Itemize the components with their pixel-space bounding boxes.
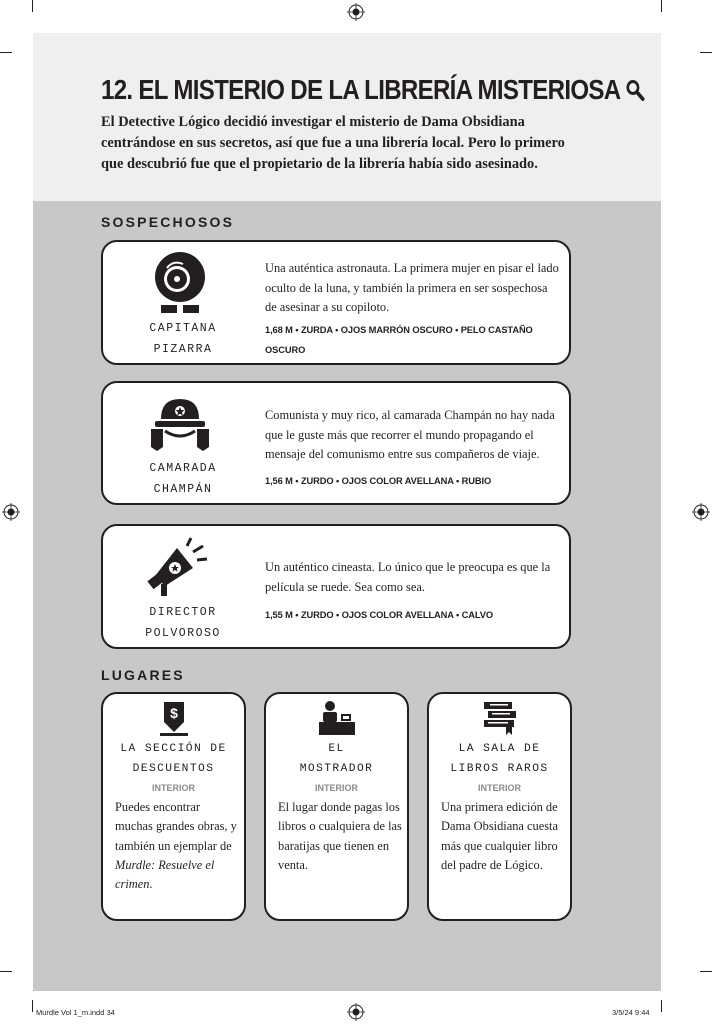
suspect-traits: 1,56 M • ZURDO • OJOS COLOR AVELLANA • RUBIO: [265, 476, 492, 486]
place-description: El lugar donde pagas los libros o cualquiera de las baratijas que tienen en venta.: [278, 800, 402, 872]
crop-mark: [0, 52, 12, 53]
ushanka-hat-icon: [147, 391, 213, 457]
crop-mark: [661, 1000, 662, 1012]
crop-mark: [0, 971, 12, 972]
place-card: [264, 692, 409, 921]
crop-mark: [32, 0, 33, 12]
crop-mark: [700, 971, 712, 972]
megaphone-icon: [147, 534, 213, 600]
book-stack-icon: [482, 700, 518, 736]
suspect-description: Un auténtico cineasta. Lo único que le preocupa es que la película se ruede. Sea como sea.: [265, 560, 551, 594]
suspect-name: CAMARADA CHAMPÁN: [149, 462, 217, 496]
suspect-card: [101, 240, 571, 365]
place-type: INTERIOR: [477, 783, 521, 793]
place-name: LA SECCIÓN DE DESCUENTOS: [120, 743, 227, 775]
suspect-traits: 1,55 M • ZURDO • OJOS COLOR AVELLANA • CALVO: [265, 610, 493, 620]
suspect-traits: 1,68 M • ZURDA • OJOS MARRÓN OSCURO • PELO CASTAÑO OSCURO: [265, 325, 533, 355]
footer-file-info: Murdle Vol 1_m.indd 34: [36, 1008, 115, 1017]
page-title: [101, 74, 645, 106]
crop-mark: [32, 1000, 33, 1012]
place-name: LA SALA DE LIBROS RAROS: [450, 743, 549, 775]
place-type: INTERIOR: [151, 783, 195, 793]
page-title-text: 12. EL MISTERIO DE LA LIBRERÍA MISTERIOSA: [101, 74, 621, 105]
svg-text:$: $: [170, 705, 178, 721]
counter-clerk-icon: [319, 700, 355, 736]
discount-tag-icon: [156, 700, 192, 736]
registration-mark-icon: [692, 503, 710, 521]
place-description: Una primera edición de Dama Obsidiana cuesta más que cualquier libro del padre de Lógico.: [441, 800, 558, 872]
suspect-description: Comunista y muy rico, al camarada Champán no hay nada que le guste más que recorrer el mundo propagando el mensaje del comunismo entre sus compañeros de viaje.: [265, 408, 555, 461]
registration-mark-icon: [347, 3, 365, 21]
place-card: [427, 692, 572, 921]
registration-mark-icon: [347, 1003, 365, 1021]
places-heading: LUGARES: [101, 667, 185, 683]
place-type: INTERIOR: [314, 783, 358, 793]
place-card: [101, 692, 246, 921]
suspect-name: CAPITANA PIZARRA: [149, 322, 217, 356]
place-name: EL MOSTRADOR: [299, 743, 374, 775]
astronaut-helmet-icon: [147, 250, 213, 316]
suspects-heading: SOSPECHOSOS: [101, 214, 235, 230]
crop-mark: [661, 0, 662, 12]
place-description: Puedes encontrar muchas grandes obras, y también un ejemplar de Murdle: Resuelve el crimen.: [115, 800, 237, 892]
crop-mark: [700, 52, 712, 53]
suspect-description: Una auténtica astronauta. La primera mujer en pisar el lado oculto de la luna, y también la primera en ser sospechosa de asesinar a su copiloto.: [265, 261, 559, 314]
footer-date: 3/5/24 9:44: [612, 1008, 650, 1017]
suspect-card: [101, 381, 571, 505]
magnifier-icon: [626, 79, 645, 101]
suspect-name: DIRECTOR POLVOROSO: [145, 606, 221, 640]
suspect-card: [101, 524, 571, 649]
intro-paragraph: El Detective Lógico decidió investigar el misterio de Dama Obsidiana centrándose en sus secretos, así que fue a una librería local. Pero lo primero que descubrió fue que el propietario de la librería había sido asesinado.: [101, 114, 565, 172]
registration-mark-icon: [2, 503, 20, 521]
